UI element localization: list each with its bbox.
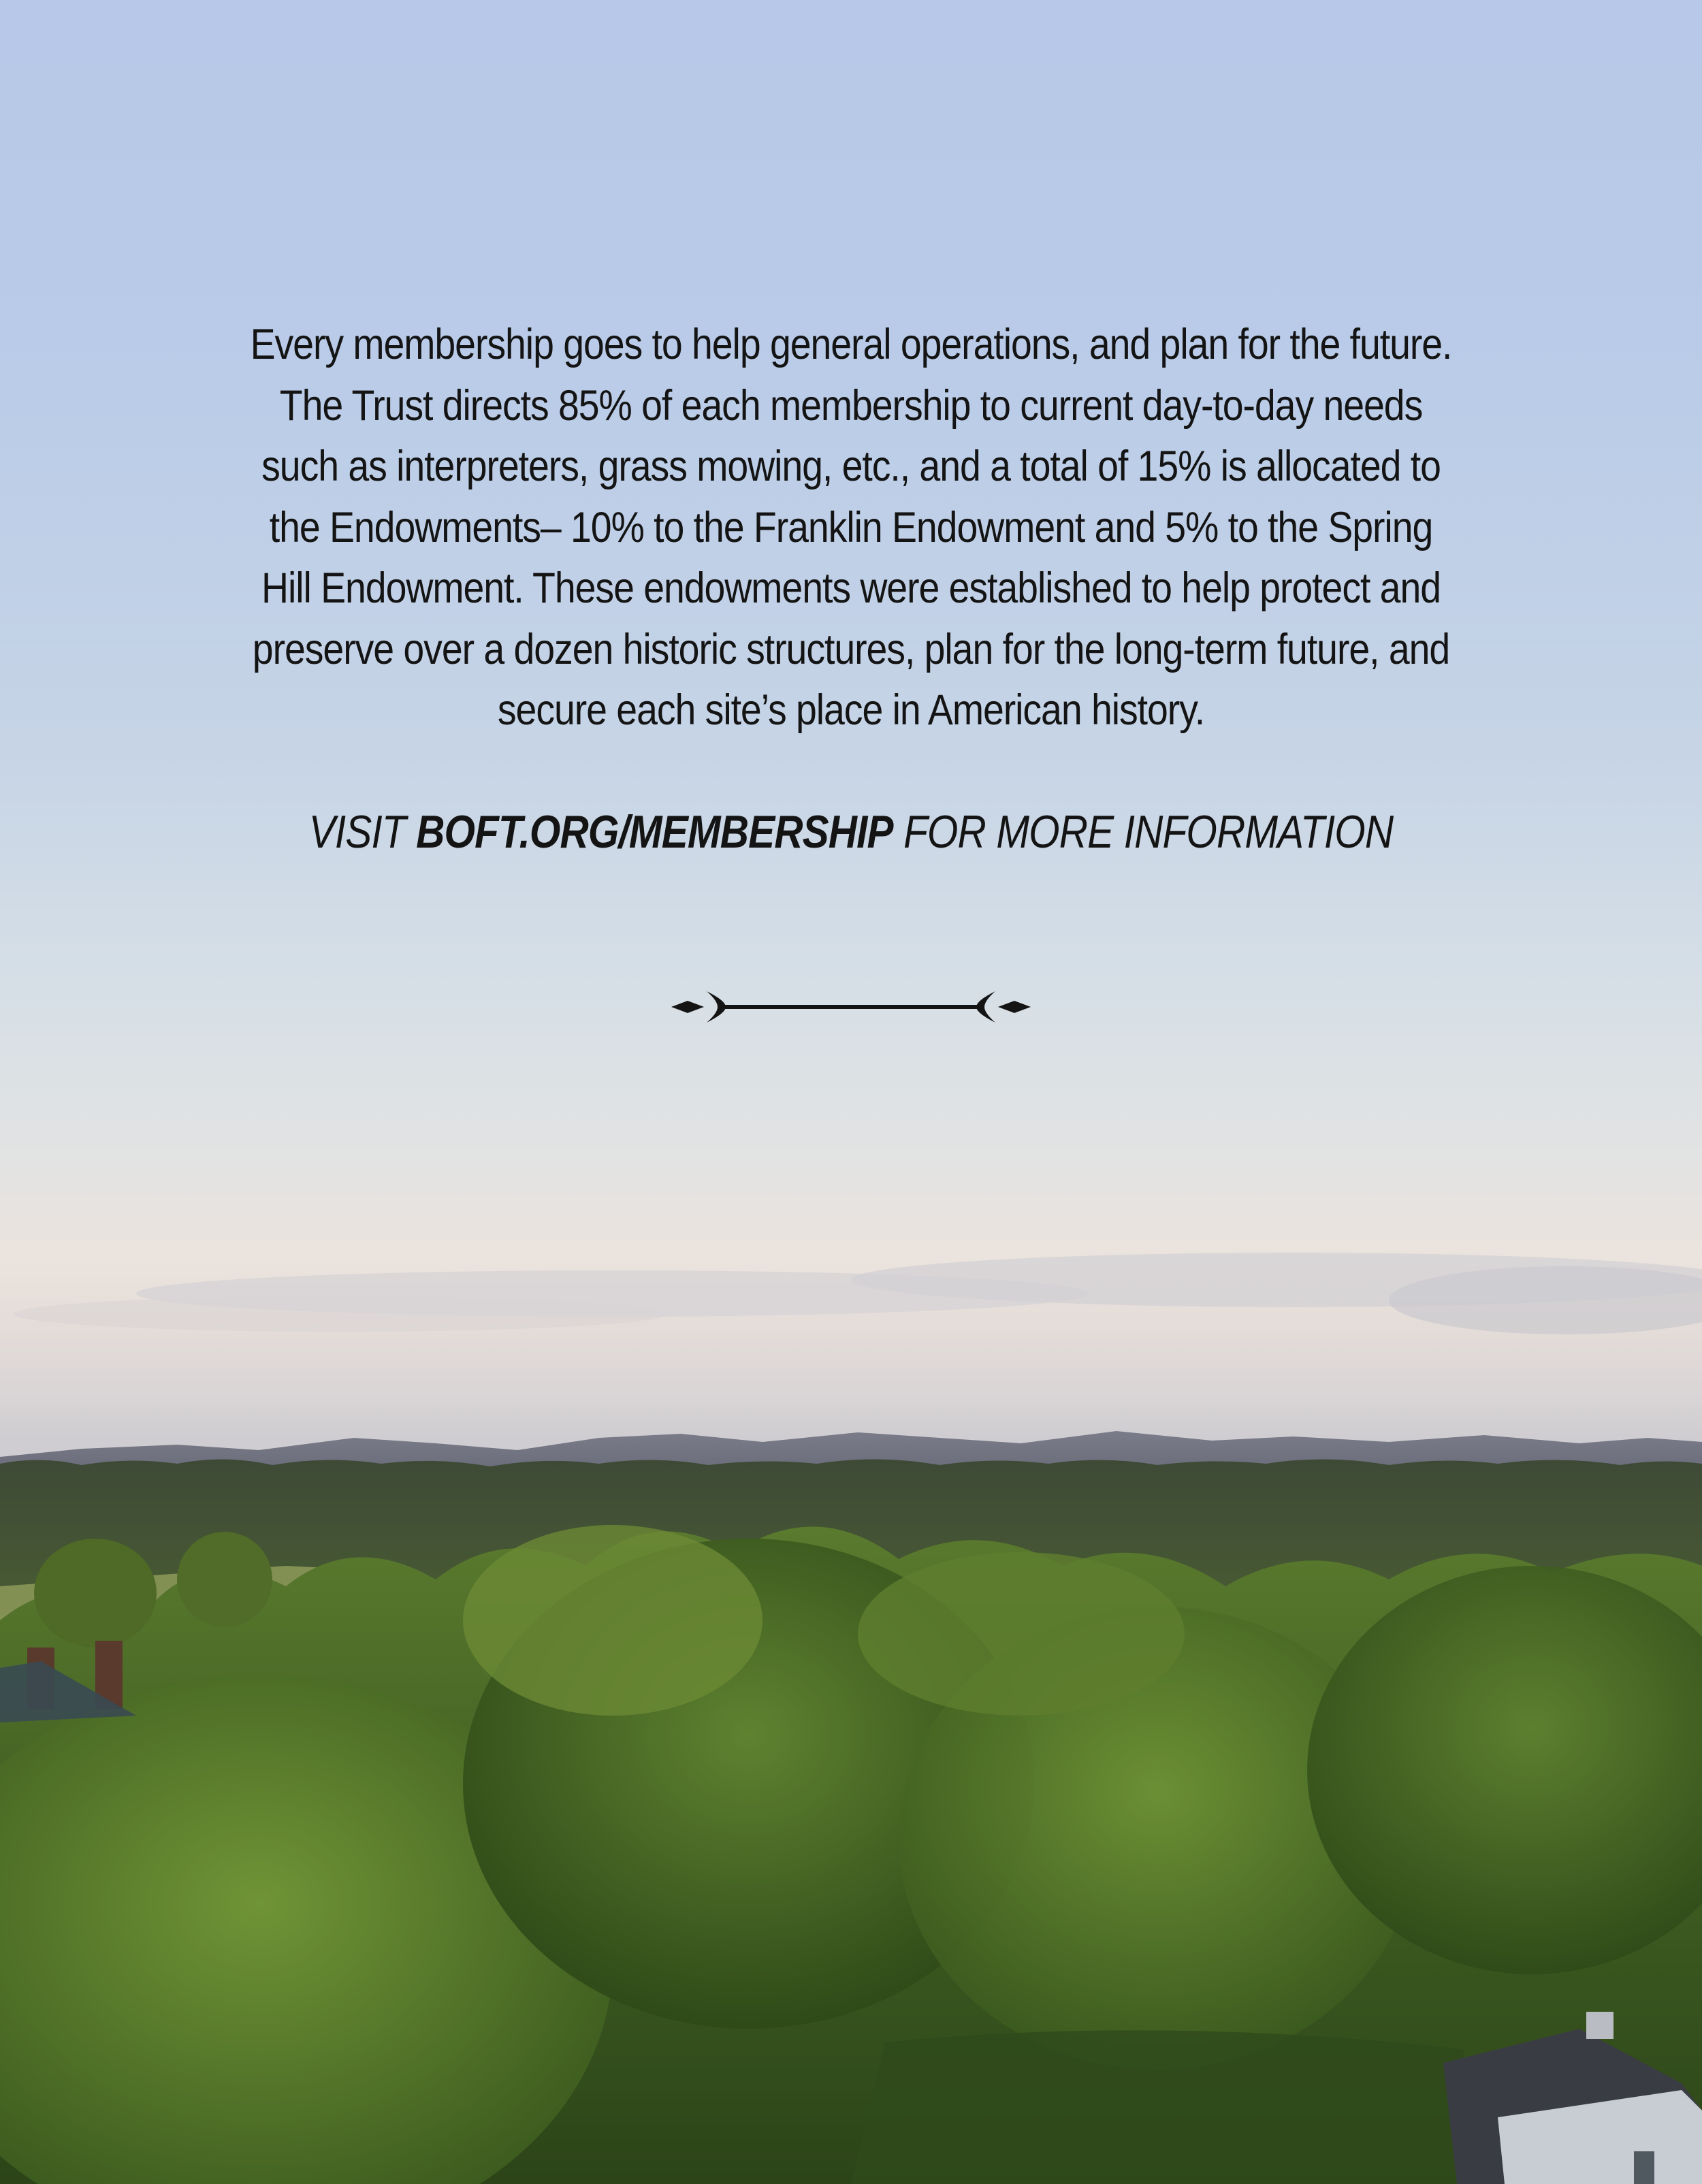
cta-prefix: VISIT: [308, 806, 417, 858]
membership-paragraph: Every membership goes to help general operations, and plan for the future. The Trust directs 85% of each membership to current day-to-day needs such as interpreters, grass mowing, etc., and a total of 15% is allocated to the Endowments– 10% to the Franklin Endowment and 5% to the Spring Hill Endowment. These endowments were established to help protect and preserve over a dozen historic structures, plan for the long-term future, and secure each site’s place in American history.: [250, 321, 1452, 734]
cta-line: [254, 805, 1448, 859]
membership-link[interactable]: BOFT.ORG/MEMBERSHIP: [416, 806, 893, 858]
cta-suffix: FOR MORE INFORMATION: [893, 806, 1394, 858]
membership-info: [157, 315, 1545, 858]
ornamental-divider-icon: [667, 986, 1035, 1028]
